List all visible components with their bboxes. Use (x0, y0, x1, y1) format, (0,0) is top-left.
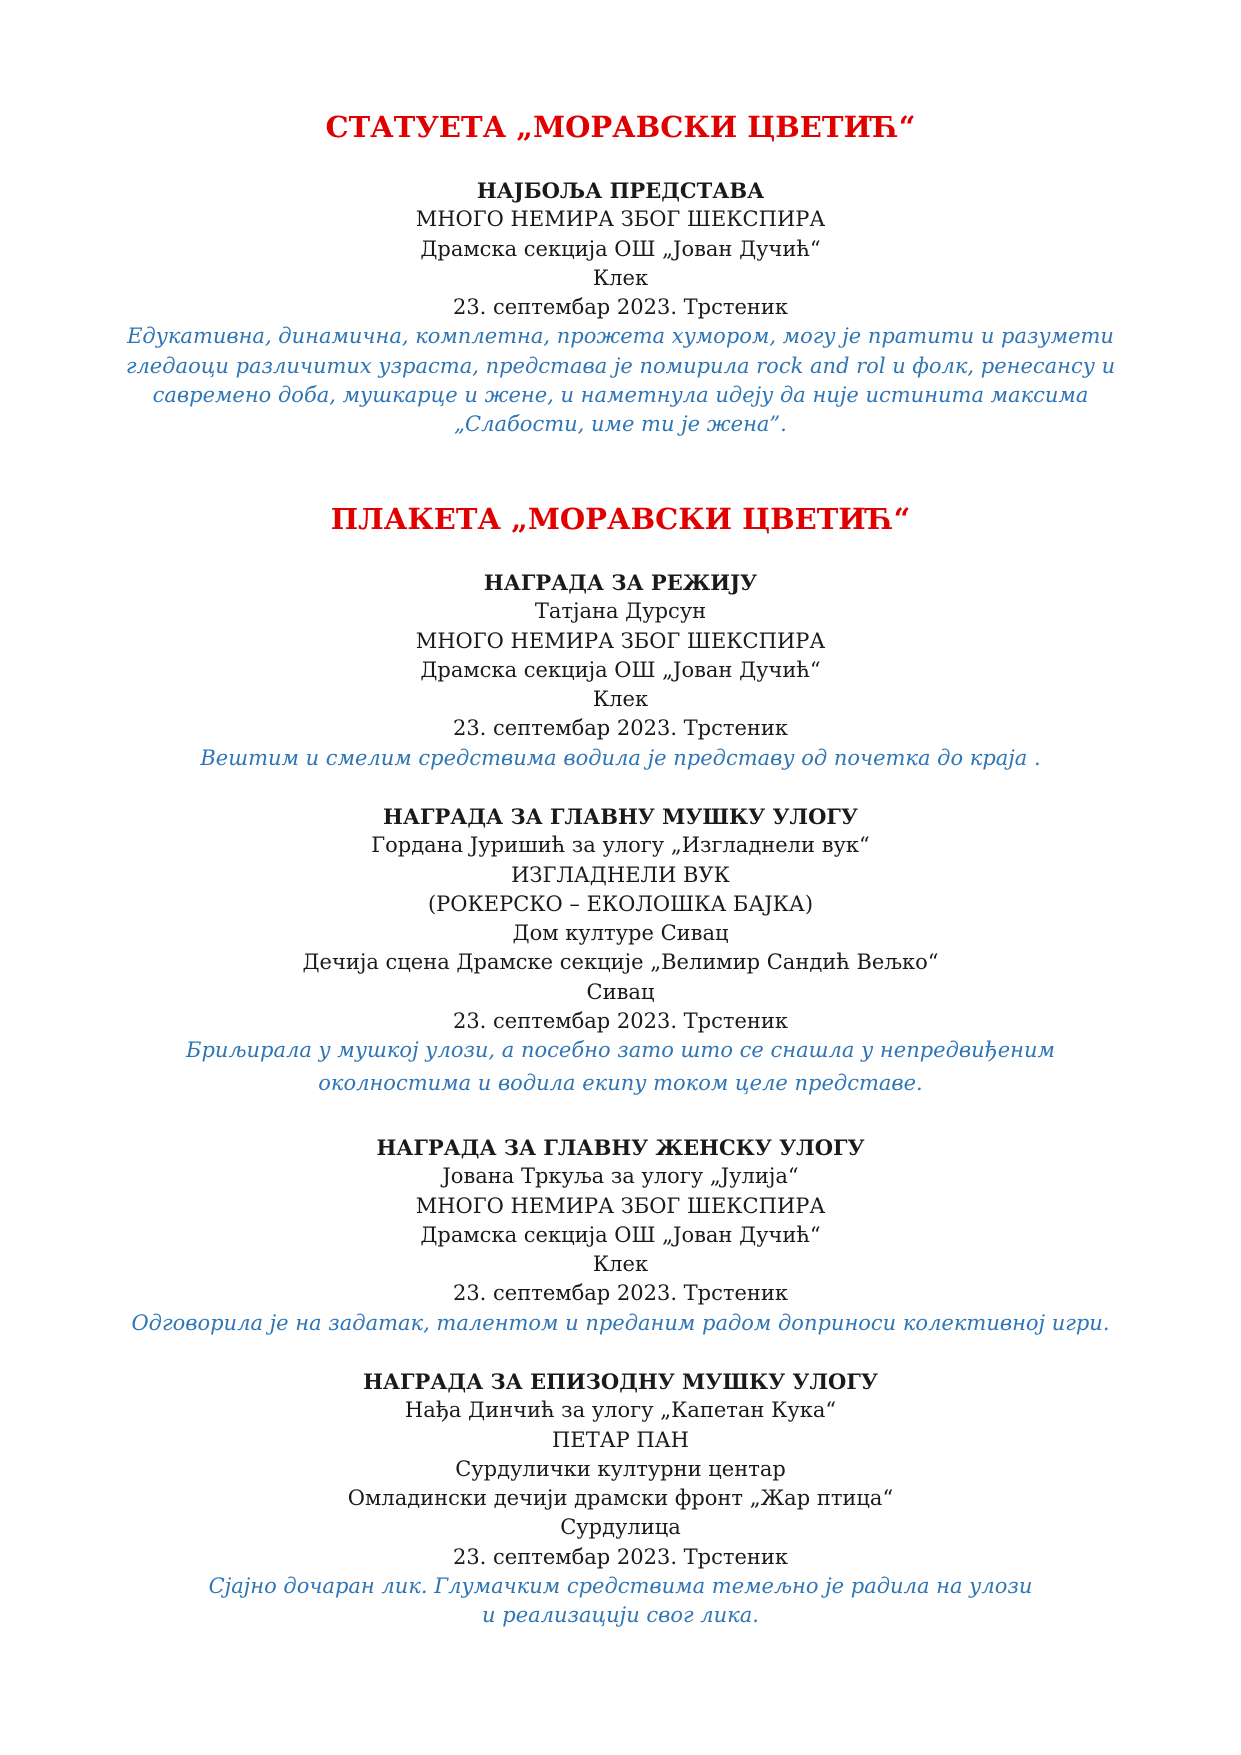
date-place: 23. септембар 2023. Трстеник (452, 1544, 789, 1569)
town: Сивац (586, 979, 655, 1004)
section-title-plaque: ПЛАКЕТА „МОРАВСКИ ЦВЕТИЋ“ (330, 502, 911, 536)
town: Клек (592, 1252, 649, 1277)
winner: Јована Тркуља за улогу „Јулија“ (442, 1164, 799, 1189)
town: Сурдулица (560, 1515, 681, 1540)
jury-note: гледаоци различитих узраста, представа је помирила rock and rol и фолк, ренесансу и (125, 353, 1116, 378)
award-title: НАГРАДА ЗА ГЛАВНУ МУШКУ УЛОГУ (383, 804, 858, 829)
play-subtitle: (РОКЕРСКО – ЕКОЛОШКА БАЈКА) (427, 891, 814, 916)
play-title: ИЗГЛАДНЕЛИ ВУК (511, 862, 730, 887)
award-best-play (0, 176, 1241, 440)
ensemble: Дечија сцена Драмске секције „Велимир Сандић Вељко“ (302, 950, 939, 975)
award-lead-male-role (0, 802, 1241, 1098)
ensemble: Драмска секција ОШ „Јован Дучић“ (420, 657, 821, 682)
date-place: 23. септембар 2023. Трстеник (452, 716, 789, 741)
jury-note: савремено доба, мушкарце и жене, и наметнула идеју да није истинита максима (152, 383, 1089, 408)
date-place: 23. септембар 2023. Трстеник (452, 295, 789, 320)
town: Клек (592, 265, 649, 290)
jury-note: околностима и водила екипу током целе представе. (318, 1070, 923, 1095)
play-title: МНОГО НЕМИРА ЗБОГ ШЕКСПИРА (415, 1193, 826, 1218)
play-title: МНОГО НЕМИРА ЗБОГ ШЕКСПИРА (415, 207, 826, 232)
ensemble: Омладински дечији драмски фронт „Жар птица“ (347, 1486, 894, 1511)
award-title: НАГРАДА ЗА РЕЖИЈУ (483, 570, 758, 595)
award-lead-female-role (0, 1133, 1241, 1338)
winner: Нађа Динчић за улогу „Капетан Кука“ (404, 1398, 837, 1423)
date-place: 23. септембар 2023. Трстеник (452, 1009, 789, 1034)
award-title: НАГРАДА ЗА ЕПИЗОДНУ МУШКУ УЛОГУ (363, 1369, 878, 1394)
section-title-statuette: СТАТУЕТА „МОРАВСКИ ЦВЕТИЋ“ (325, 110, 916, 144)
ensemble: Драмска секција ОШ „Јован Дучић“ (420, 236, 821, 261)
jury-note: Вештим и смелим средствима водила је представу од почетка до краја . (200, 745, 1041, 770)
play-title: ПЕТАР ПАН (552, 1427, 689, 1452)
award-title: НАГРАДА ЗА ГЛАВНУ ЖЕНСКУ УЛОГУ (376, 1135, 865, 1160)
institution: Дом културе Сивац (512, 921, 729, 946)
institution: Сурдулички културни центар (455, 1456, 786, 1481)
winner: Татјана Дурсун (534, 599, 707, 624)
jury-note: „Слабости, име ти је жена”. (454, 412, 787, 437)
town: Клек (592, 687, 649, 712)
date-place: 23. септембар 2023. Трстеник (452, 1281, 789, 1306)
jury-note: Едукативна, динамична, комплетна, прожета хумором, могу је пратити и разумети (127, 324, 1114, 349)
ensemble: Драмска секција ОШ „Јован Дучић“ (420, 1222, 821, 1247)
jury-note: и реализацији свог лика. (482, 1603, 759, 1628)
award-directing (0, 568, 1241, 773)
award-title: НАЈБОЉА ПРЕДСТАВА (476, 178, 765, 203)
jury-note: Бриљирала у мушкој улози, а посебно зато што се снашла у непредвиђеним (186, 1038, 1055, 1063)
award-episodic-male-role (0, 1367, 1241, 1631)
jury-note: Сјајно дочаран лик. Глумачким средствима темељно је радила на улози (208, 1574, 1033, 1599)
winner: Гордана Јуришић за улогу „Изгладнели вук“ (371, 833, 870, 858)
play-title: МНОГО НЕМИРА ЗБОГ ШЕКСПИРА (415, 628, 826, 653)
jury-note: Одговорила је на задатак, талентом и преданим радом доприноси колективној игри. (131, 1310, 1110, 1335)
